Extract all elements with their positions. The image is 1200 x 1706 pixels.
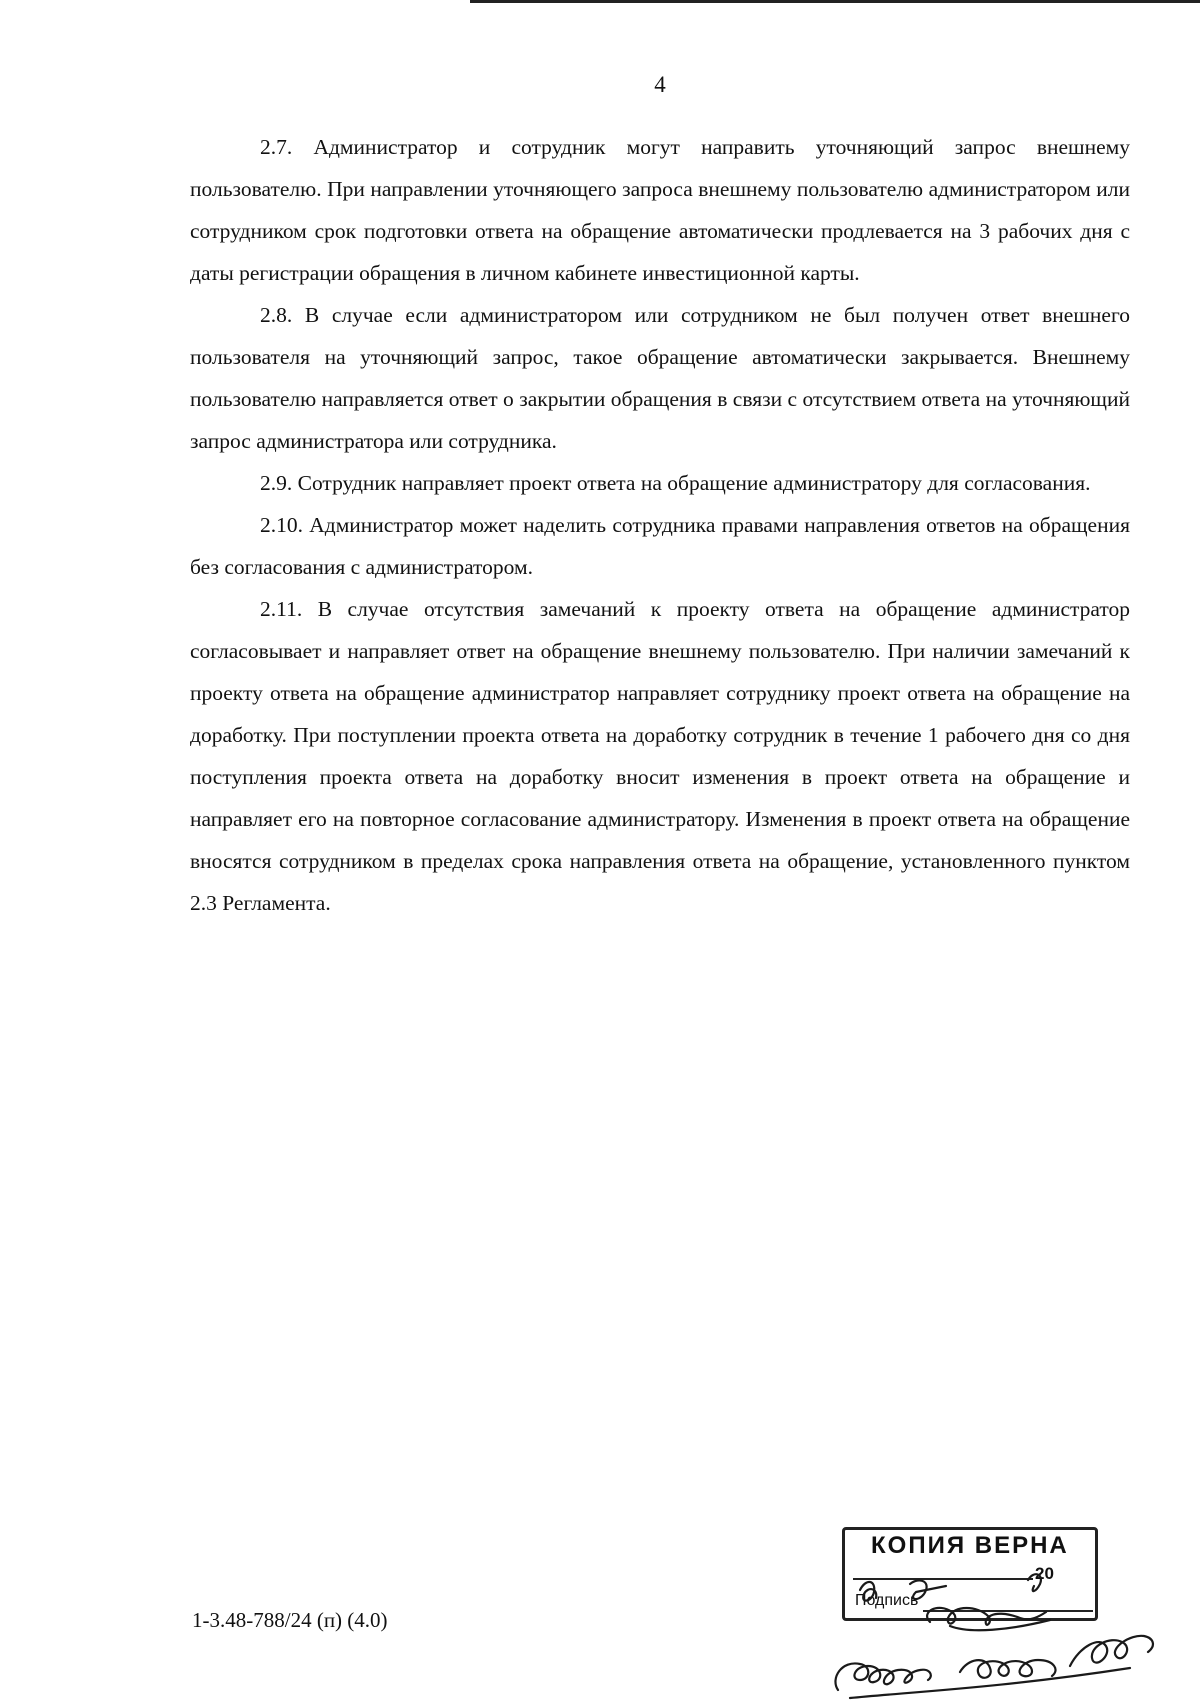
paragraph-2-8: 2.8. В случае если администратором или сотрудником не был получен ответ внешнего пользователя на уточняющий запрос, такое обращение автоматически закрывается. Внешнему пользователю направляется ответ о закрытии обращения в связи с отсутствием ответа на уточняющий запрос администратора или сотрудника. [190,303,1130,453]
paragraph-2-10: 2.10. Администратор может наделить сотрудника правами направления ответов на обращения без согласования с администратором. [190,513,1130,579]
page-number: 4 [654,72,666,97]
document-body [190,126,1130,924]
paragraph-2-9: 2.9. Сотрудник направляет проект ответа на обращение администратору для согласования. [260,471,1091,495]
stamp-year-prefix: 20 [1035,1564,1054,1583]
stamp-title: КОПИЯ ВЕРНА [871,1532,1069,1559]
document-code: 1-3.48-788/24 (п) (4.0) [192,1608,388,1632]
top-border-line [470,0,1200,3]
stamp-signature-label: Подпись [855,1592,919,1609]
paragraph-2-7: 2.7. Администратор и сотрудник могут направить уточняющий запрос внешнему пользователю. При направлении уточняющего запроса внешнему пользователю администратором или сотрудником срок подготовки ответа на обращение автоматически продлевается на 3 рабочих дня с даты регистрации обращения в личном кабинете инвестиционной карты. [190,135,1130,285]
handwritten-signature [820,1560,1200,1706]
paragraph-2-11: 2.11. В случае отсутствия замечаний к проекту ответа на обращение администратор согласовывает и направляет ответ на обращение внешнему пользователю. При наличии замечаний к проекту ответа на обращение администратор направляет сотруднику проект ответа на обращение на доработку. При поступлении проекта ответа на доработку сотрудник в течение 1 рабочего дня со дня поступления проекта ответа на доработку вносит изменения в проект ответа на обращение и направляет его на повторное согласование администратору. Изменения в проект ответа на обращение вносятся сотрудником в пределах срока направления ответа на обращение, установленного пунктом 2.3 Регламента. [190,597,1130,915]
